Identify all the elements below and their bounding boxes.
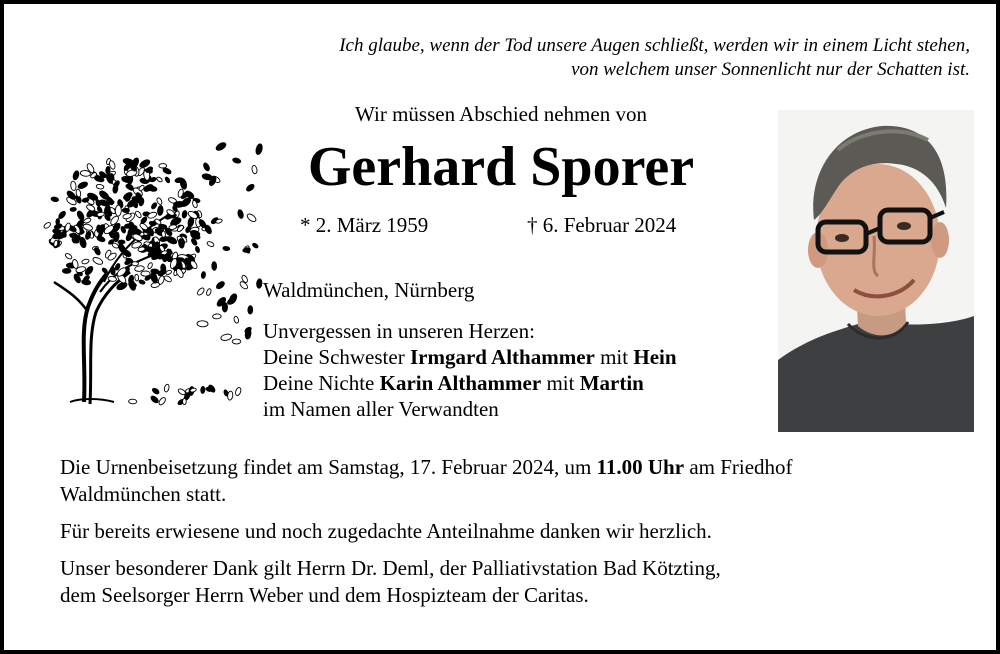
leaf-mark	[197, 321, 208, 327]
places: Waldmünchen, Nürnberg	[263, 278, 475, 302]
leaf-mark	[97, 225, 101, 232]
birth-date: * 2. März 1959	[300, 213, 429, 237]
leaf-mark	[195, 246, 200, 253]
leaf-mark	[150, 395, 160, 404]
leaf-mark	[235, 387, 242, 397]
leaf-mark	[233, 316, 239, 324]
leaf-mark	[215, 280, 225, 290]
leaf-mark	[141, 271, 150, 276]
leaf-mark	[110, 266, 116, 275]
leaf-mark	[158, 396, 167, 406]
leaf-mark	[101, 267, 108, 274]
funeral-info: Die Urnenbeisetzung findet am Samstag, 17. Februar 2024, um 11.00 Uhr am Friedhof Waldmünchen statt.	[60, 455, 793, 506]
leaf-mark	[206, 241, 214, 248]
thanks-line: Für bereits erwiesene und noch zugedachte Anteilnahme danken wir herzlich.	[60, 519, 712, 543]
leaf-mark	[237, 209, 244, 219]
leaf-mark	[232, 157, 241, 164]
intro-line: Wir müssen Abschied nehmen von	[355, 102, 647, 126]
leaf-mark	[62, 269, 71, 274]
leaf-mark	[202, 162, 210, 172]
special-thanks: Unser besonderer Dank gilt Herrn Dr. Deml, der Palliativstation Bad Kötzting, dem Seelsorger Herrn Weber und dem Hospizteam der Caritas.	[60, 556, 721, 607]
leaf-mark	[51, 196, 59, 202]
mourner-line-3: im Namen aller Verwandten	[263, 397, 499, 421]
leaf-mark	[96, 235, 106, 243]
deceased-name: Gerhard Sporer	[307, 136, 695, 198]
leaf-mark	[72, 170, 80, 180]
leaf-mark	[92, 256, 104, 266]
leaf-mark	[64, 252, 72, 260]
leaf-mark	[81, 258, 89, 264]
leaf-mark	[220, 333, 232, 341]
leaf-mark	[196, 287, 205, 296]
leaf-mark	[252, 242, 259, 248]
leaf-mark	[70, 181, 76, 191]
notice-body	[60, 454, 960, 619]
mourner-line-1: Deine Schwester Irmgard Althammer mit Hein	[263, 345, 677, 369]
leaf-mark	[246, 213, 257, 224]
leaf-mark	[158, 224, 167, 229]
leaf-mark	[223, 246, 230, 251]
leaf-mark	[164, 176, 170, 183]
leaf-mark	[248, 306, 253, 315]
leaf-mark	[212, 262, 217, 271]
epigraph-quote	[339, 34, 970, 82]
leaf-mark	[82, 223, 93, 231]
leaf-mark	[138, 279, 145, 285]
leaf-mark	[76, 210, 85, 221]
leaf-mark	[183, 398, 187, 404]
leaf-mark	[201, 386, 205, 393]
leaf-mark	[156, 176, 163, 183]
leaf-mark	[146, 234, 150, 240]
leaf-mark	[57, 210, 66, 220]
quote-line-2: von welchem unser Sonnenlicht nur der Schatten ist.	[571, 59, 970, 80]
leaf-mark	[176, 224, 184, 232]
funeral-time: 11.00 Uhr	[596, 455, 685, 479]
leaf-mark	[151, 202, 158, 210]
leaf-mark	[115, 205, 121, 216]
leaf-mark	[207, 384, 216, 393]
leaf-mark	[86, 204, 96, 213]
leaf-mark	[131, 157, 140, 168]
leaf-mark	[157, 205, 163, 215]
leaf-mark	[206, 288, 212, 296]
leaf-mark	[222, 303, 227, 312]
quote-line-1: Ich glaube, wenn der Tod unsere Augen schließt, werden wir in einem Licht stehen,	[339, 35, 970, 56]
mourner-line-2: Deine Nichte Karin Althammer mit Martin	[263, 371, 644, 395]
mourners-list	[263, 318, 677, 422]
leaf-mark	[159, 163, 167, 168]
leaf-mark	[201, 271, 206, 278]
leaf-mark	[164, 384, 170, 393]
leaf-mark	[134, 210, 142, 218]
leaf-mark	[232, 339, 241, 344]
leaf-mark	[161, 231, 165, 238]
leaf-mark	[151, 387, 160, 395]
leaf-mark	[70, 207, 77, 211]
leaf-mark	[256, 279, 262, 289]
leaf-mark	[182, 210, 188, 218]
windblown-tree-illustration	[30, 122, 270, 422]
leaf-mark	[126, 183, 135, 192]
leaf-mark	[215, 141, 227, 152]
leaf-mark	[212, 314, 221, 319]
mourners-heading: Unvergessen in unseren Herzen:	[263, 319, 535, 343]
leaf-mark	[118, 240, 125, 244]
leaf-mark	[96, 184, 104, 190]
leaf-mark	[147, 262, 153, 269]
leaf-mark	[129, 399, 137, 404]
tree-leaves	[43, 141, 263, 406]
death-date: † 6. Februar 2024	[527, 213, 677, 237]
leaf-mark	[122, 208, 129, 212]
leaf-mark	[163, 275, 172, 283]
leaf-mark	[77, 181, 88, 190]
leaf-mark	[43, 221, 52, 229]
portrait-photo	[778, 110, 974, 432]
leaf-mark	[204, 224, 213, 235]
leaf-mark	[226, 296, 237, 305]
leaf-mark	[135, 274, 139, 281]
leaf-mark	[93, 247, 101, 256]
